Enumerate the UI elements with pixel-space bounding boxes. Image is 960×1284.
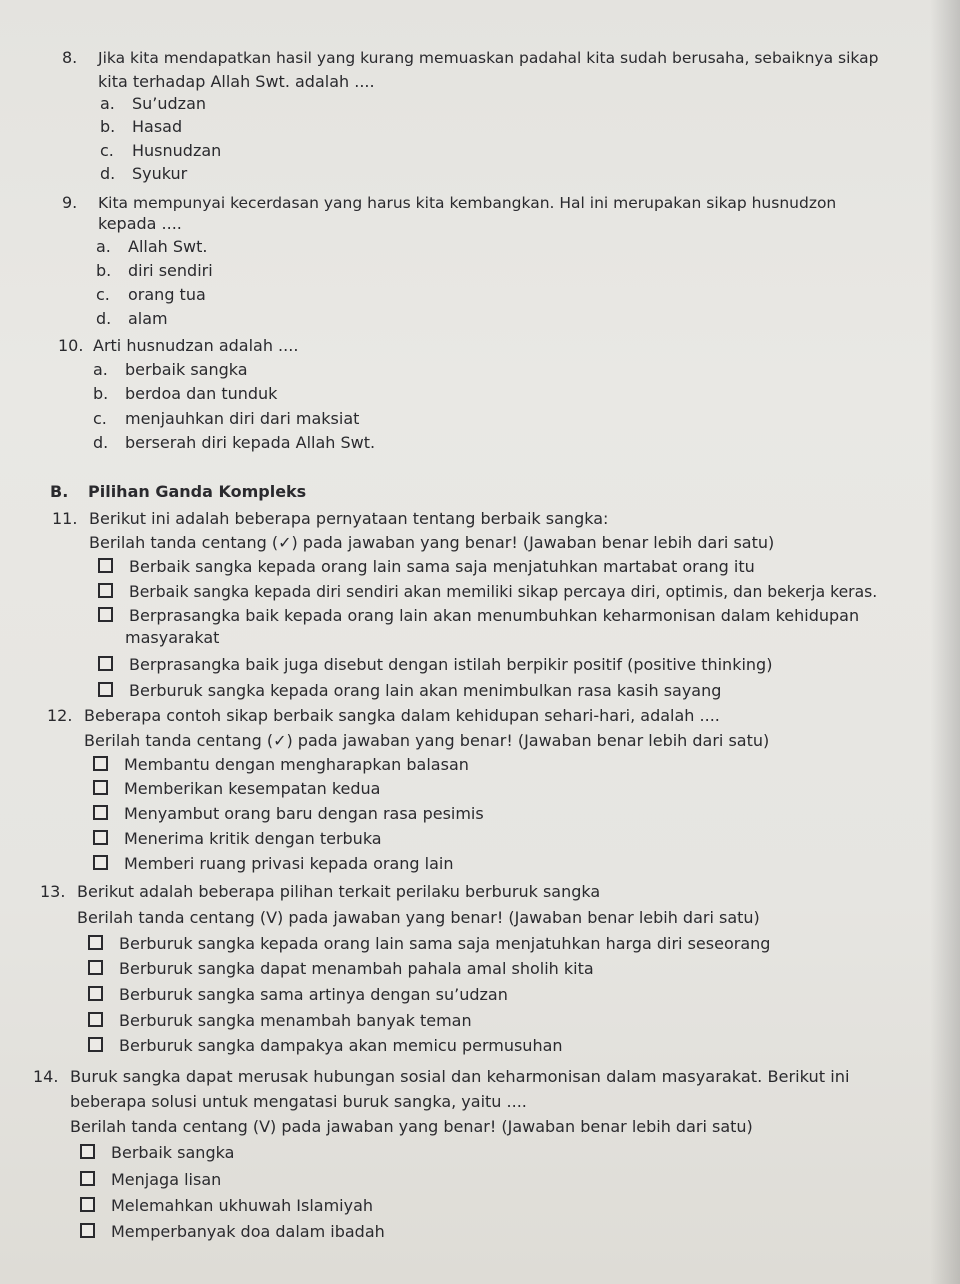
- question-12-instruction: Berilah tanda centang (✓) pada jawaban yang benar! (Jawaban benar lebih dari satu): [84, 731, 770, 750]
- question-11-option-3-continuation: masyarakat: [125, 628, 220, 647]
- question-8-number: 8.: [62, 48, 78, 67]
- checkbox[interactable]: [98, 607, 113, 622]
- question-11-option-3[interactable]: [98, 604, 859, 628]
- option-text: Berburuk sangka menambah banyak teman: [119, 1011, 472, 1030]
- question-14-number: 14.: [33, 1067, 59, 1086]
- question-8-option-b[interactable]: [100, 115, 182, 139]
- question-13-option-2[interactable]: [88, 957, 594, 981]
- option-text: Melemahkan ukhuwah Islamiyah: [111, 1196, 374, 1215]
- option-letter: b.: [96, 261, 112, 280]
- option-text: Berbaik sangka kepada orang lain sama saja menjatuhkan martabat orang itu: [129, 557, 755, 576]
- option-text: Membantu dengan mengharapkan balasan: [124, 755, 469, 774]
- question-13-number: 13.: [40, 882, 66, 901]
- section-b-heading: [50, 480, 306, 504]
- question-14-option-3[interactable]: [80, 1194, 373, 1218]
- question-10-option-b[interactable]: [93, 382, 277, 406]
- option-letter: b.: [100, 117, 116, 136]
- question-13-option-4[interactable]: [88, 1009, 472, 1033]
- question-9-number: 9.: [62, 193, 78, 212]
- option-text: diri sendiri: [128, 261, 213, 280]
- question-13-option-5[interactable]: [88, 1034, 563, 1058]
- option-text: Memberi ruang privasi kepada orang lain: [124, 854, 454, 873]
- checkbox[interactable]: [88, 960, 103, 975]
- checkbox[interactable]: [80, 1144, 95, 1159]
- option-text: berdoa dan tunduk: [125, 384, 278, 403]
- question-14-instruction: Berilah tanda centang (V) pada jawaban yang benar! (Jawaban benar lebih dari satu): [70, 1117, 753, 1136]
- question-11-instruction: Berilah tanda centang (✓) pada jawaban yang benar! (Jawaban benar lebih dari satu): [89, 533, 775, 552]
- question-10-option-d[interactable]: [93, 431, 375, 455]
- checkbox[interactable]: [93, 756, 108, 771]
- question-9-option-a[interactable]: [96, 235, 207, 259]
- option-text: Berprasangka baik kepada orang lain akan menumbuhkan keharmonisan dalam kehidupan: [129, 606, 860, 625]
- option-text: Hasad: [132, 117, 183, 136]
- question-13-option-1[interactable]: [88, 932, 770, 956]
- question-13-instruction: Berilah tanda centang (V) pada jawaban yang benar! (Jawaban benar lebih dari satu): [77, 908, 760, 927]
- question-8-option-d[interactable]: [100, 162, 187, 186]
- question-11-option-5[interactable]: [98, 679, 721, 703]
- question-8-option-c[interactable]: [100, 139, 221, 163]
- question-11-number: 11.: [52, 509, 78, 528]
- option-text: Berburuk sangka kepada orang lain akan menimbulkan rasa kasih sayang: [129, 681, 722, 700]
- option-text: alam: [128, 309, 168, 328]
- question-8-stem-line2: kita terhadap Allah Swt. adalah ....: [98, 72, 375, 91]
- question-9-option-d[interactable]: [96, 307, 168, 331]
- option-text: Menerima kritik dengan terbuka: [124, 829, 382, 848]
- checkbox[interactable]: [98, 583, 113, 598]
- page-shadow: [930, 0, 960, 1284]
- question-9-option-b[interactable]: [96, 259, 213, 283]
- checkbox[interactable]: [98, 656, 113, 671]
- question-12-option-3[interactable]: [93, 802, 484, 826]
- checkbox[interactable]: [80, 1197, 95, 1212]
- question-11-option-2[interactable]: [98, 580, 877, 604]
- option-letter: d.: [93, 433, 109, 452]
- question-9-option-c[interactable]: [96, 283, 206, 307]
- question-12-option-4[interactable]: [93, 827, 382, 851]
- checkbox[interactable]: [80, 1223, 95, 1238]
- option-text: Menyambut orang baru dengan rasa pesimis: [124, 804, 484, 823]
- checkbox[interactable]: [93, 805, 108, 820]
- question-12-option-1[interactable]: [93, 753, 469, 777]
- section-letter: B.: [50, 482, 69, 501]
- question-9-stem-line2: kepada ....: [98, 214, 182, 233]
- question-10-option-a[interactable]: [93, 358, 248, 382]
- question-14-stem-line2: beberapa solusi untuk mengatasi buruk sangka, yaitu ....: [70, 1092, 527, 1111]
- question-12-option-5[interactable]: [93, 852, 454, 876]
- checkbox[interactable]: [88, 986, 103, 1001]
- checkbox[interactable]: [80, 1171, 95, 1186]
- option-text: Memberikan kesempatan kedua: [124, 779, 381, 798]
- question-11-option-4[interactable]: [98, 653, 772, 677]
- option-letter: c.: [93, 409, 107, 428]
- checkbox[interactable]: [93, 855, 108, 870]
- option-letter: d.: [96, 309, 112, 328]
- option-text: Berburuk sangka dampakya akan memicu permusuhan: [119, 1036, 563, 1055]
- question-10-option-c[interactable]: [93, 407, 359, 431]
- question-9-stem-line1: Kita mempunyai kecerdasan yang harus kita kembangkan. Hal ini merupakan sikap husnudzon: [98, 194, 837, 212]
- option-text: Memperbanyak doa dalam ibadah: [111, 1222, 385, 1241]
- option-letter: c.: [100, 141, 114, 160]
- option-text: Husnudzan: [132, 141, 222, 160]
- checkbox[interactable]: [98, 682, 113, 697]
- question-14-stem-line1: Buruk sangka dapat merusak hubungan sosial dan keharmonisan dalam masyarakat. Berikut ini: [70, 1067, 850, 1086]
- question-13-option-3[interactable]: [88, 983, 508, 1007]
- option-text: Berbaik sangka: [111, 1143, 235, 1162]
- question-14-option-4[interactable]: [80, 1220, 385, 1244]
- question-11-stem-line1: Berikut ini adalah beberapa pernyataan tentang berbaik sangka:: [89, 509, 609, 528]
- option-letter: b.: [93, 384, 109, 403]
- option-text: Allah Swt.: [128, 237, 208, 256]
- option-letter: d.: [100, 164, 116, 183]
- question-14-option-1[interactable]: [80, 1141, 234, 1165]
- option-letter: a.: [93, 360, 108, 379]
- checkbox[interactable]: [88, 1037, 103, 1052]
- option-text: Berburuk sangka dapat menambah pahala amal sholih kita: [119, 959, 594, 978]
- option-text: menjauhkan diri dari maksiat: [125, 409, 360, 428]
- option-letter: a.: [96, 237, 111, 256]
- option-text: Berburuk sangka sama artinya dengan su’udzan: [119, 985, 508, 1004]
- option-text: berbaik sangka: [125, 360, 248, 379]
- question-14-option-2[interactable]: [80, 1168, 221, 1192]
- option-text: Berprasangka baik juga disebut dengan istilah berpikir positif (positive thinking): [129, 655, 773, 674]
- option-text: berserah diri kepada Allah Swt.: [125, 433, 376, 452]
- option-text: Menjaga lisan: [111, 1170, 222, 1189]
- checkbox[interactable]: [88, 935, 103, 950]
- question-13-stem-line1: Berikut adalah beberapa pilihan terkait perilaku berburuk sangka: [77, 882, 601, 901]
- checkbox[interactable]: [93, 780, 108, 795]
- section-title: Pilihan Ganda Kompleks: [88, 482, 307, 501]
- option-text: Su’udzan: [132, 94, 207, 113]
- question-8-stem-line1: Jika kita mendapatkan hasil yang kurang memuaskan padahal kita sudah berusaha, sebaiknya sikap: [98, 49, 879, 67]
- option-text: Syukur: [132, 164, 188, 183]
- question-12-option-2[interactable]: [93, 777, 380, 801]
- question-11-option-1[interactable]: [98, 555, 755, 579]
- option-text: orang tua: [128, 285, 206, 304]
- question-12-number: 12.: [47, 706, 73, 725]
- question-8-option-a[interactable]: [100, 92, 206, 116]
- option-text: Berburuk sangka kepada orang lain sama saja menjatuhkan harga diri seseorang: [119, 934, 771, 953]
- option-text: Berbaik sangka kepada diri sendiri akan memiliki sikap percaya diri, optimis, dan bekerja keras.: [129, 583, 878, 601]
- question-10-number: 10.: [58, 336, 84, 355]
- question-12-stem-line1: Beberapa contoh sikap berbaik sangka dalam kehidupan sehari-hari, adalah ....: [84, 706, 720, 725]
- option-letter: c.: [96, 285, 110, 304]
- checkbox[interactable]: [88, 1012, 103, 1027]
- question-10-stem-line1: Arti husnudzan adalah ....: [93, 336, 299, 355]
- checkbox[interactable]: [93, 830, 108, 845]
- option-letter: a.: [100, 94, 115, 113]
- checkbox[interactable]: [98, 558, 113, 573]
